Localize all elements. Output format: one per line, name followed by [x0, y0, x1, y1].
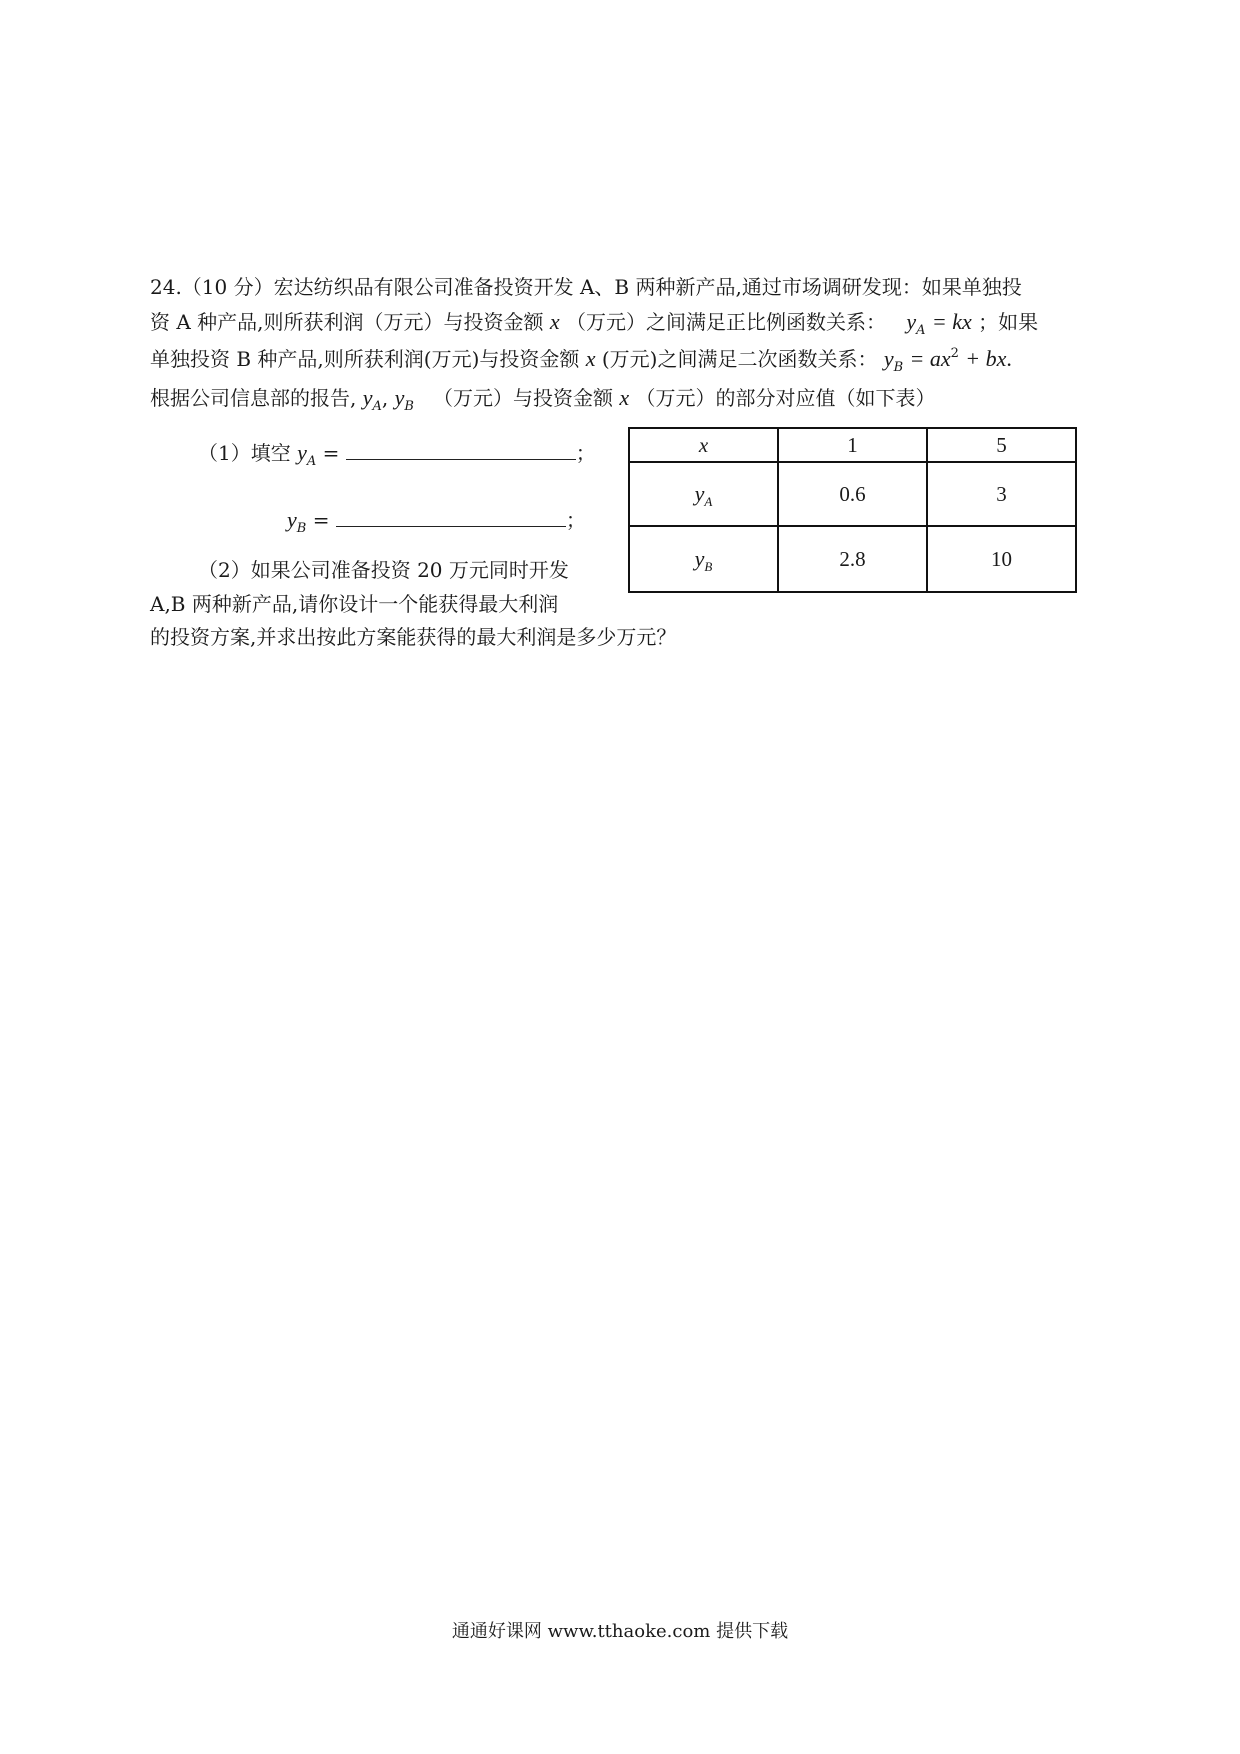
variable-x: x — [585, 346, 596, 371]
variables-yA-yB: $y_A$, $y_B$ — [362, 385, 414, 414]
answer-blank-yA[interactable] — [346, 441, 576, 460]
problem-text: 根据公司信息部的报告, — [150, 386, 357, 410]
question-2-line-2: A,B 两种新产品,请你设计一个能获得最大利润 — [150, 592, 559, 616]
table-row-label: $y_B$ — [629, 526, 778, 592]
question-2-line-1: （2）如果公司准备投资 20 万元同时开发 — [198, 558, 569, 582]
table-header-cell: 5 — [927, 428, 1076, 462]
formula-yB-quadratic: $y_B = ax^2$ + bx. — [883, 346, 1012, 375]
variable-x: x — [549, 309, 560, 334]
table-header-cell: 1 — [778, 428, 927, 462]
table-header-cell: x — [629, 428, 778, 462]
problem-text: (万元)之间满足二次函数关系： — [601, 347, 878, 371]
table-header-row — [629, 428, 1076, 462]
question-1-yA: （1）填空 $y_A$ = ； — [198, 440, 596, 469]
problem-text: （万元）的部分对应值（如下表） — [635, 386, 936, 410]
table-cell: 10 — [927, 526, 1076, 592]
problem-text: 单独投资 B 种产品,则所获利润(万元)与投资金额 — [150, 347, 580, 371]
value-table — [628, 427, 1077, 593]
problem-text: ；如果 — [978, 310, 1039, 334]
problem-line-4 — [150, 383, 935, 417]
problem-text: 24.（10 分）宏达纺织品有限公司准备投资开发 A、B 两种新产品,通过市场调研发现：如果单独投 — [150, 275, 1022, 299]
table-row-label: $y_A$ — [629, 462, 778, 526]
problem-line-2 — [150, 307, 1038, 341]
problem-line-1 — [150, 272, 1022, 302]
problem-text: （万元）之间满足正比例函数关系： — [566, 310, 886, 334]
problem-line-3 — [150, 344, 1012, 378]
problem-text: 资 A 种产品,则所获利润（万元）与投资金额 — [150, 310, 544, 334]
question-2-line-3: 的投资方案,并求出按此方案能获得的最大利润是多少万元？ — [150, 625, 677, 649]
table-cell: 2.8 — [778, 526, 927, 592]
problem-text: （万元）与投资金额 — [433, 386, 613, 410]
question-1-label: （1）填空 — [198, 441, 291, 465]
page-footer: 通通好课网 www.tthaoke.com 提供下载 — [451, 1621, 789, 1642]
answer-blank-yB[interactable] — [336, 508, 566, 527]
question-1-yB: $y_B$ = ； — [287, 507, 586, 536]
table-row — [629, 462, 1076, 526]
table-row — [629, 526, 1076, 592]
variable-x: x — [619, 385, 630, 410]
formula-yA-kx: $y_A$ = kx — [906, 309, 972, 338]
table-cell: 0.6 — [778, 462, 927, 526]
table-cell: 3 — [927, 462, 1076, 526]
